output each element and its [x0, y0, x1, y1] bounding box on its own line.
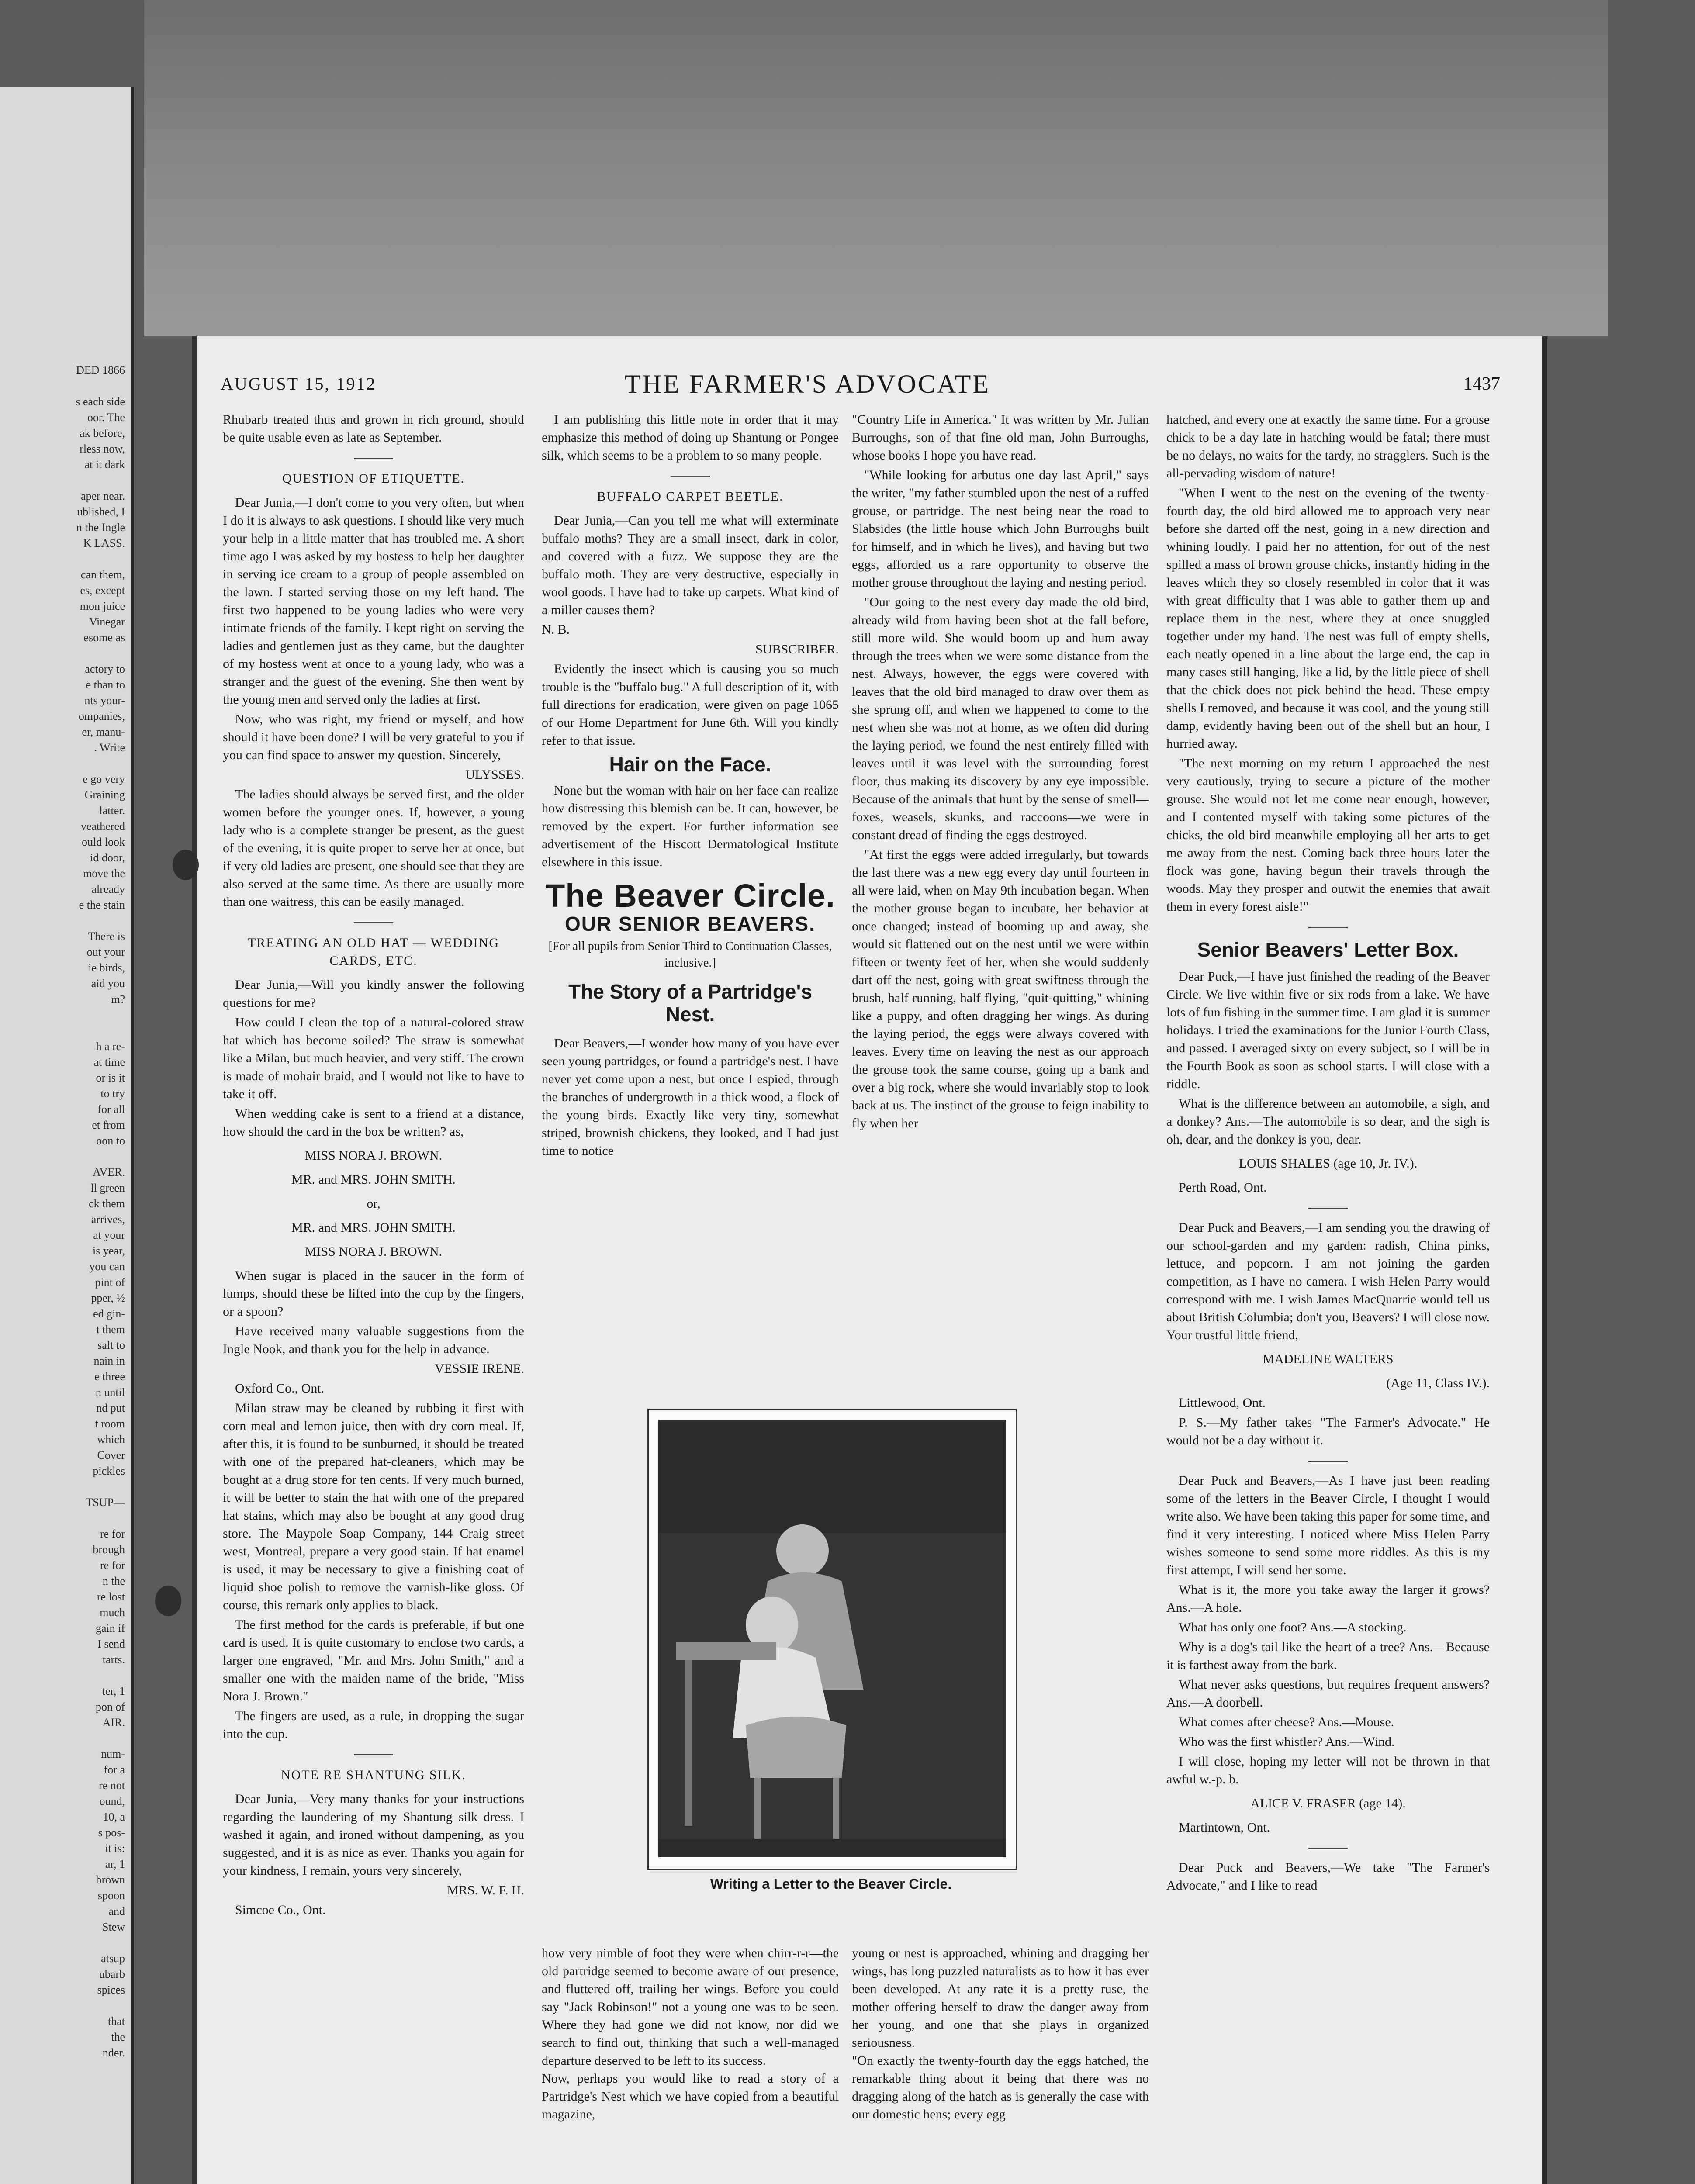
story-continued: "Country Life in America." It was written by Mr. Julian Burroughs, son of that fine old man, John Burroughs, whose books I hope you have read. — [852, 412, 1149, 463]
photo-writing-letter — [658, 1420, 1006, 1857]
previous-page-text: DED 1866 s each side oor. The ak before, rless now, at it dark aper near. ublished, I n the Ingle K LASS. can them, es, except mon juice Vinegar esome as actory to e than to nts your- ompanies, er, manu- . Write e go very Graining latter. veathered ould look id door, move the already e the stain There is out your ie birds, aid you m? h a re- at time or is it to try for all et from oon to AVER. ll green ck them arrives, at your is year, you can pint of pper, ½ ed gin- t them salt to nain in e three n until nd put t room which Cover pickles TSUP— re for brough re for n the re lost much gain if I send tarts. ter, 1 pon of AIR. num- for a re not ound, 10, a s pos- it is: ar, 1 brown spoon and Stew atsup ubarb spices that the nder. — [76, 364, 125, 2059]
story-heading: The Story of a Partridge's Nest. — [568, 980, 812, 1026]
senior-beavers-heading: OUR SENIOR BEAVERS. — [565, 912, 816, 935]
photo-caption: Writing a Letter to the Beaver Circle. — [710, 1876, 952, 1892]
etiquette-letter: Dear Junia,—I don't come to you very often, but when I do it is always to ask questions. I should like very much your help in a little matter that has troubled me. A short time ago I was asked by my hostess to help her daughter in serving ice cream to a group of people assembled on the lawn. I started serving those on my left hand. The first two happened to be young ladies who were very intimate friends of the family. I kept right on serving the ladies and gentlemen just as they came, but the daughter of my hostess went at once to a young lady, who was a stranger and the guest of the evening. She then went by the young men and served only the ladies at first. — [223, 495, 524, 707]
beetle-nb: N. B. — [542, 622, 570, 637]
riddle: What has only one foot? Ans.—A stocking. — [1179, 1620, 1407, 1635]
sugar-question: When sugar is placed in the saucer in the form of lumps, should these be lifted into the cup by the fingers, or a spoon? — [223, 1268, 524, 1319]
beaver-circle-heading: The Beaver Circle. — [545, 878, 835, 914]
senior-beavers-note: [For all pupils from Senior Third to Continuation Classes, inclusive.] — [548, 940, 832, 970]
etiquette-reply: The ladies should always be served first, and the older women before the younger ones. If, however, a young lady who is a complete stranger be present, as the guest of the evening, it is quite proper to serve her at once, but if very old ladies are present, one should see that they are also served at the same time. As there are usually more than one waitress, this can be easily managed. — [223, 787, 524, 909]
divider — [1308, 1461, 1348, 1462]
shantung-note: I am publishing this little note in order that it may emphasize this method of doing up Shantung or Pongee silk, which seems to be a problem to so many people. — [542, 412, 839, 463]
scanner-background — [144, 0, 1608, 336]
wedding-card-question: When wedding cake is sent to a friend at a distance, how should the card in the box be written? as, — [223, 1106, 524, 1139]
divider — [1308, 927, 1348, 928]
story-paragraph: "When I went to the nest on the evening of the twenty-fourth day, the old bird allowed me to approach very near before she darted off the nest, going in a new direction and whining loudly. I paid her no attention, for out of the nest spilled a mass of brown grouse chicks, instantly hiding in the leaves which they so closely resembled in color that it was with great difficulty that I was able to gather them up and replace them in the nest, where they at once snuggled together under my hand. The nest was full of empty shells, each neatly opened in a line about the large end, the cap in many cases still hanging, like a lid, by the little piece of shell that the chick does not pick behind the head. These empty shells I removed, and because it was cool, and the young still damp, evidently having been out of the shell but an hour, I hurried away. — [1166, 486, 1490, 751]
riddle: Why is a dog's tail like the heart of a tree? Ans.—Because it is farthest away from the bark. — [1166, 1640, 1490, 1672]
silk-place: Simcoe Co., Ont. — [235, 1903, 326, 1917]
rhubarb-paragraph: Rhubarb treated thus and grown in rich ground, should be quite usable even as late as September. — [223, 412, 524, 445]
silk-letter: Dear Junia,—Very many thanks for your instructions regarding the laundering of my Shantung silk dress. I washed it again, and ironed without dampening, as you suggested, and it is as nice as ever. Thanks you again for your kindness, I remain, yours very sincerely, — [223, 1792, 524, 1878]
binding-hole — [155, 1586, 181, 1616]
divider — [354, 1754, 393, 1755]
riddle: What comes after cheese? Ans.—Mouse. — [1179, 1715, 1394, 1729]
riddle: What never asks questions, but requires frequent answers? Ans.—A doorbell. — [1166, 1677, 1490, 1710]
etiquette-signature: ULYSSES. — [465, 767, 524, 782]
photo-frame — [647, 1409, 1017, 1870]
column-3-bottom — [852, 1926, 1149, 2184]
letter-place: Perth Road, Ont. — [1179, 1180, 1267, 1195]
thanks-paragraph: Have received many valuable suggestions from the Ingle Nook, and thank you for the help in advance. — [223, 1324, 524, 1356]
hair-paragraph: None but the woman with hair on her face can realize how distressing this blemish can be. It can, however, be removed by the expert. For further information see advertisement of the Hiscott Dermatological Institute elsewhere in this issue. — [542, 783, 839, 869]
page-edge — [1542, 336, 1547, 2184]
letter: Dear Puck and Beavers,—As I have just been reading some of the letters in the Beaver Circle, I thought I would write also. We have been taking this paper for some time, and find it very interesting. I noticed where Miss Helen Parry wishes someone to send some more riddles. As this is my first attempt, I will send her some. — [1166, 1473, 1490, 1577]
story-continued: how very nimble of foot they were when chirr-r-r—the old partridge seemed to become aware of our presence, and fluttered off, trailing her wings. Before you could say "Jack Robinson!" not a young one was to be seen. Where they had gone we did not know, nor did we search to find out, thinking that such a well-managed departure deserved to be left to its success. Now, perhaps you would like to read a story of a Partridge's Nest which we have copied from a beautiful magazine, — [542, 1946, 839, 2122]
etiquette-heading: QUESTION OF ETIQUETTE. — [282, 471, 465, 486]
story-paragraph: "Our going to the nest every day made the old bird, already wild from having been shot at the fall before, still more wild. She would boom up and hum away through the trees when we were some distance from the nest. Always, however, the eggs were covered with leaves that the old bird managed to draw over them as she sprung off, and when we happened to come to the nest when she was not at home, as we often did during the laying period, we found the nest entirely filled with leaves until it was level with the surrounding forest floor, thus making its discovery by any eye impossible. Because of the animals that hunt by the sense of smell—foxes, weasels, skunks, and raccoons—we were in constant dread of finding the eggs destroyed. — [852, 595, 1149, 842]
story-paragraph: "While looking for arbutus one day last April," says the writer, "my father stumbled upon the nest of a ruffed grouse, or partridge. The nest being near the road to Slabsides (the little house which John Burroughs built for himself, and in which he lives), and having but two eggs, afforded us a rare opportunity to observe the mother grouse throughout the laying and nesting period. — [852, 468, 1149, 590]
column-3 — [852, 411, 1149, 1358]
column-4 — [1166, 411, 1490, 2184]
hair-heading: Hair on the Face. — [609, 753, 771, 776]
beetle-reply: Evidently the insect which is causing you so much trouble is the "buffalo bug." A full description of it, with full directions for eradication, were given on page 1065 of our Home Department for June 6th. Will you kindly refer to that issue. — [542, 662, 839, 748]
letter-signature: ALICE V. FRASER (age 14). — [1250, 1796, 1406, 1811]
letter-place: Littlewood, Ont. — [1179, 1396, 1266, 1410]
issue-date: AUGUST 15, 1912 — [221, 374, 377, 394]
story-paragraph: "At first the eggs were added irregularly, but towards the last there was a new egg every day until fourteen in all were laid, when on May 9th incubation began. When the mother grouse began to incubate, her behavior at once changed; instead of booming up and away, she would sit flattened out on the nest until we were within fifteen or twenty feet of her, when she would suddenly dart off the nest, going with great swiftness through the brush, half running, half flying, "quit-quitting," whining like a puppy, and often dragging her wings. As during the laying period, the eggs were always covered with leaves. Every time on leaving the nest as our approach the grouse took the same course, going up a bank and over a big rock, where she would invariably stop to look back at us. The instinct of the grouse to feign inability to fly when her — [852, 847, 1149, 1130]
hat-signature: VESSIE IRENE. — [435, 1362, 524, 1376]
page-number: 1437 — [1463, 374, 1500, 394]
cards-reply: The first method for the cards is preferable, if but one card is used. It is quite customary to enclose two cards, a larger one engraved, "Mr. and Mrs. John Smith," and a smaller one with the maiden name of the bride, "Miss Nora J. Brown." — [223, 1617, 524, 1704]
divider — [1308, 1208, 1348, 1209]
card-or: or, — [367, 1196, 381, 1211]
divider — [354, 922, 393, 923]
binding-hole — [173, 850, 199, 880]
story-paragraph: Dear Beavers,—I wonder how many of you have ever seen young partridges, or found a partridge's nest. I have never yet come upon a nest, but once I espied, through the branches of undergrowth in a thick wood, a flock of the young birds. Exactly like very tiny, somewhat striped, brownish chickens, they looked, and I had just time to notice — [542, 1036, 839, 1158]
beetle-signature: SUBSCRIBER. — [755, 642, 839, 657]
story-continued: hatched, and every one at exactly the same time. For a grouse chick to be a day late in hatching would be fatal; there must be no delays, no waits for the tardy, no stragglers. Such is the all-pervading wisdom of nature! — [1166, 412, 1490, 480]
letter: Dear Puck and Beavers,—I am sending you the drawing of our school-garden and my garden: radish, China pinks, lettuce, and popcorn. I am not joining the garden competition, as I have no camera. I wish Helen Parry would correspond with me. I wish James MacQuarrie would tell us about British Columbia; don't you, Beavers? I will close now. Your trustful little friend, — [1166, 1220, 1490, 1342]
hat-letter-intro: Dear Junia,—Will you kindly answer the following questions for me? — [223, 978, 524, 1010]
riddle: Who was the first whistler? Ans.—Wind. — [1179, 1735, 1395, 1749]
divider — [671, 476, 710, 477]
divider — [1308, 1848, 1348, 1849]
etiquette-question: Now, who was right, my friend or myself, and how should it have been done? I will be very grateful to you if you can find space to answer my question. Sincerely, — [223, 712, 524, 762]
hat-heading: TREATING AN OLD HAT — WEDDING CARDS, ETC. — [247, 936, 499, 968]
newspaper-page — [192, 336, 1546, 2184]
letter-signature: MADELINE WALTERS — [1263, 1352, 1394, 1366]
hat-letter-question: How could I clean the top of a natural-colored straw hat which has become soiled? The straw is somewhat like a Milan, but much heavier, and very stiff. The crown is made of mohair braid, and I would not like to have to take it off. — [223, 1015, 524, 1101]
milan-reply: Milan straw may be cleaned by rubbing it first with corn meal and lemon juice, then with dry corn meal. If, after this, it is found to be sunburned, it should be treated with one of the prepared hat-cleaners, which may be bought at a drug store for ten cents. If very much burned, it will be better to stain the hat with one of the prepared hat stains, which may also be bought at any good drug store. The Maypole Soap Company, 144 Craig street west, Montreal, prepare a very good stain. If hat enamel is used, it may be necessary to give a finishing coat of liquid shoe polish to remove the varnish-like gloss. Of course, this remark only applies to black. — [223, 1401, 524, 1612]
letter: Dear Puck and Beavers,—We take "The Farmer's Advocate," and I like to read — [1166, 1860, 1490, 1893]
card-example: MR. and MRS. JOHN SMITH. — [291, 1172, 456, 1187]
card-example: MISS NORA J. BROWN. — [304, 1148, 443, 1163]
beetle-letter: Dear Junia,—Can you tell me what will exterminate buffalo moths? They are a small insect, dark in color, and covered with a fuzz. We suppose they are the buffalo moth. They are very destructive, especially in wool goods. I have had to take up carpets. What kind of a miller causes them? — [542, 513, 839, 617]
hat-place: Oxford Co., Ont. — [235, 1381, 325, 1396]
silk-signature: MRS. W. F. H. — [447, 1883, 524, 1897]
riddle: What is the difference between an automobile, a sigh, and a donkey? Ans.—The automobile is so dear, and the sigh is oh, dear, and the donkey is you, dear. — [1166, 1096, 1490, 1147]
divider — [354, 458, 393, 459]
story-continued: young or nest is approached, whining and dragging her wings, has long puzzled naturalists as to how it has ever been developed. At any rate it is a pretty ruse, the mother offering herself to draw the danger away from her young, and one that she plays in organized seriousness. "On exactly the twenty-fourth day the eggs hatched, the remarkable thing about it being that there was no dragging along of the hatch as is generally the case with our domestic hens; every egg — [852, 1946, 1149, 2122]
letter: Dear Puck,—I have just finished the reading of the Beaver Circle. We live within five or six rods from a lake. We have lots of fun fishing in the summer time. I am glad it is summer holidays. I tried the examinations for the Junior Fourth Class, and passed. I averaged sixty on every subject, so I will be in the Fourth Book as soon as school starts. I will close with a riddle. — [1166, 969, 1490, 1091]
photo-illustration — [658, 1420, 1006, 1857]
column-2-bottom — [542, 1926, 839, 2184]
card-example: MR. and MRS. JOHN SMITH. — [291, 1220, 456, 1235]
letter-place: Martintown, Ont. — [1179, 1820, 1270, 1835]
beetle-heading: BUFFALO CARPET BEETLE. — [597, 489, 784, 504]
column-1 — [223, 411, 524, 2184]
fingers-reply: The fingers are used, as a rule, in dropping the sugar into the cup. — [223, 1709, 524, 1741]
letter-signature: LOUIS SHALES (age 10, Jr. IV.). — [1238, 1156, 1418, 1171]
previous-page-fragment — [0, 87, 134, 2184]
publication-title: THE FARMER'S ADVOCATE — [625, 370, 991, 398]
story-paragraph: "The next morning on my return I approached the nest very cautiously, trying to secure a picture of the mother grouse. She would not let me come near enough, however, and I contented myself with taking some pictures of the chicks, the old bird meanwhile employing all her arts to get me away from the nest. Coming back three hours later the flock was gone, having begun their travels through the woods. May they prosper and outwit the enemies that await them in every forest aisle!" — [1166, 756, 1490, 914]
riddle: What is it, the more you take away the larger it grows? Ans.—A hole. — [1166, 1583, 1490, 1615]
letter-close: I will close, hoping my letter will not be thrown in that awful w.-p. b. — [1166, 1754, 1490, 1787]
card-example: MISS NORA J. BROWN. — [304, 1244, 443, 1259]
silk-heading: NOTE RE SHANTUNG SILK. — [281, 1768, 466, 1782]
column-2 — [542, 411, 839, 1358]
letter-box-heading: Senior Beavers' Letter Box. — [1197, 938, 1459, 961]
letter-ps: P. S.—My father takes "The Farmer's Advocate." He would not be a day without it. — [1166, 1415, 1490, 1448]
letter-age: (Age 11, Class IV.). — [1386, 1376, 1490, 1390]
